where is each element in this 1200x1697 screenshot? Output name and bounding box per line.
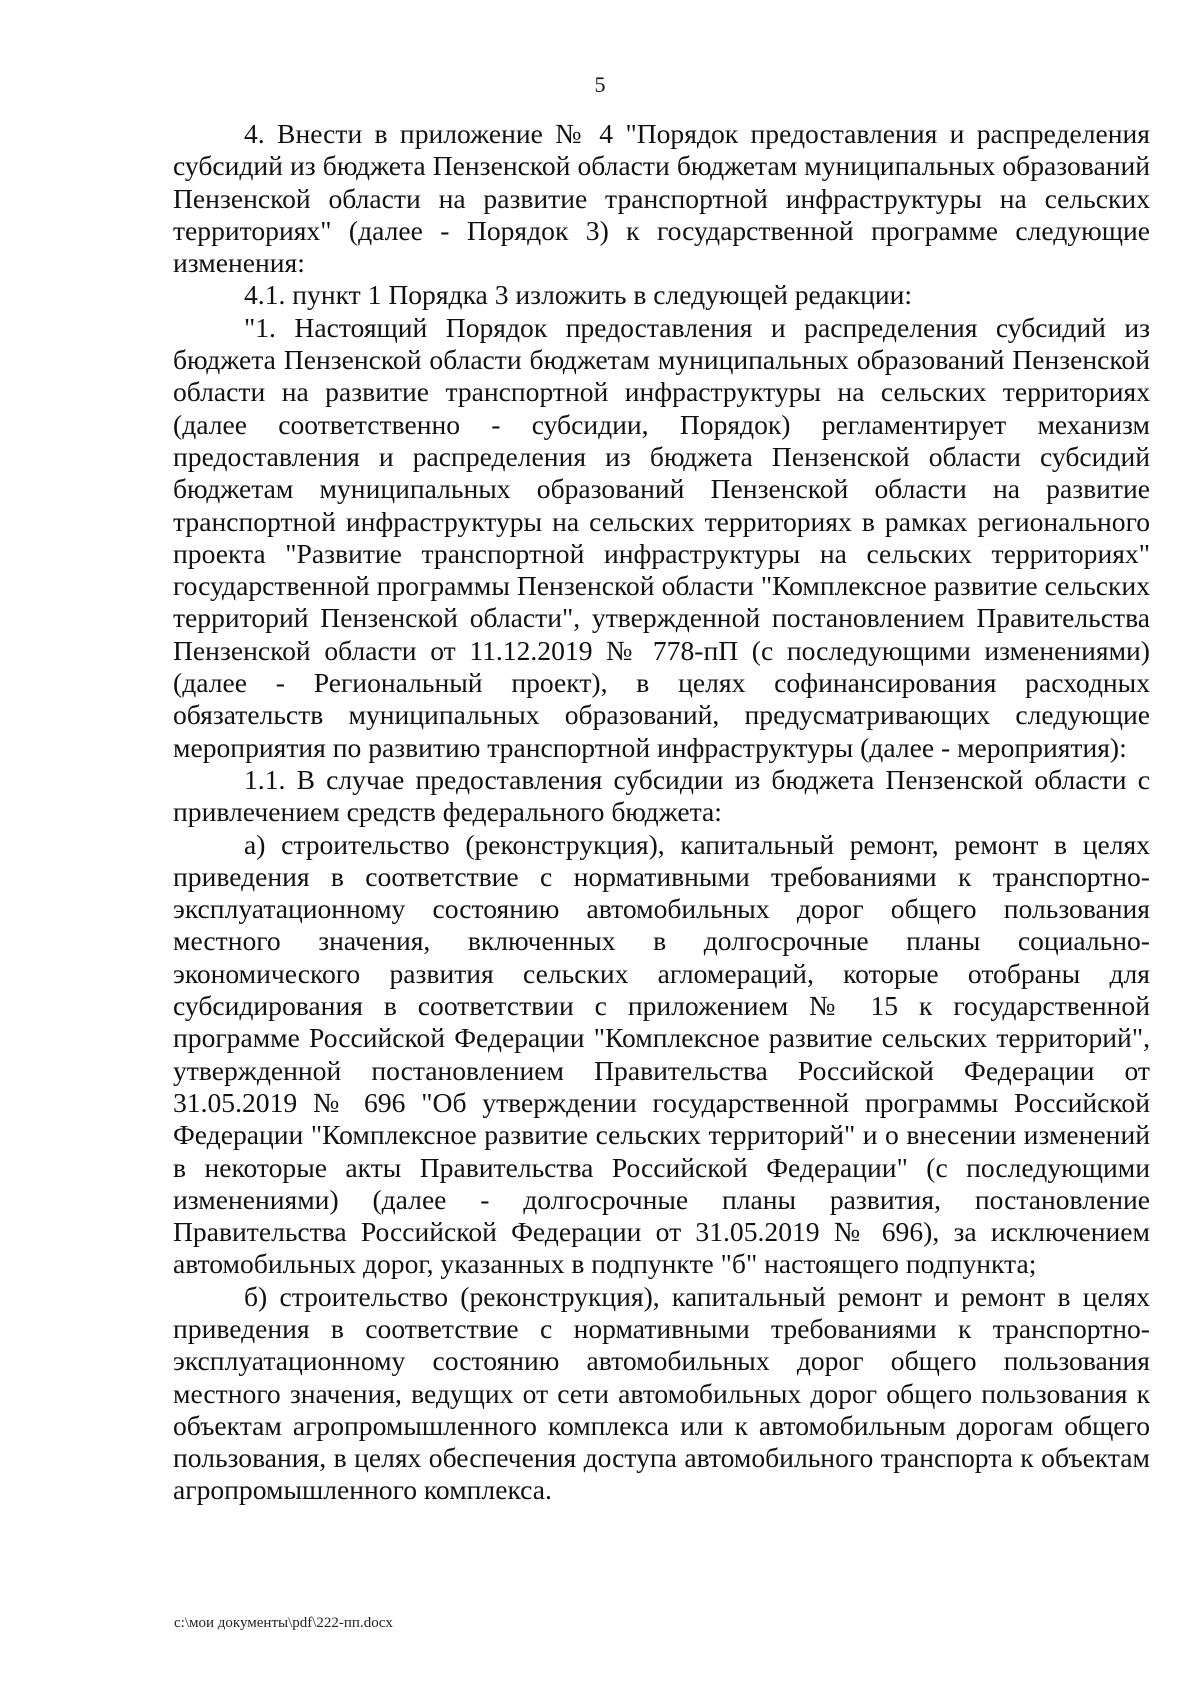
page-number: 5 bbox=[594, 72, 606, 97]
document-body bbox=[173, 118, 1150, 1507]
paragraph-clause-1-1: 1.1. В случае предоставления субсидии из бюджета Пензенской области с привлечением средств федерального бюджета: bbox=[173, 763, 1150, 828]
paragraph-item-4-1: 4.1. пункт 1 Порядка 3 изложить в следующей редакции: bbox=[244, 279, 913, 311]
footer-file-path: c:\мои документы\pdf\222-пп.docx bbox=[174, 1615, 393, 1631]
paragraph-item-4: 4. Внести в приложение № 4 "Порядок предоставления и распределения субсидий из бюджета Пензенской области бюджетам муниципальных образований Пензенской области на развитие транспортной инфраструктуры на сельских территориях" (далее - Порядок 3) к государственной программе следующие изменения: bbox=[173, 118, 1150, 279]
paragraph-subitem-b: б) строительство (реконструкция), капитальный ремонт и ремонт в целях приведения в соответствие с нормативными требованиями к транспортно-эксплуатационному состоянию автомобильных дорог общего пользования местного значения, ведущих от сети автомобильных дорог общего пользования к объектам агропромышленного комплекса или к автомобильным дорогам общего пользования, в целях обеспечения доступа автомобильного транспорта к объектам агропромышленного комплекса. bbox=[173, 1280, 1150, 1506]
paragraph-subitem-a: а) строительство (реконструкция), капитальный ремонт, ремонт в целях приведения в соответствие с нормативными требованиями к транспортно-эксплуатационному состоянию автомобильных дорог общего пользования местного значения, включенных в долгосрочные планы социально-экономического развития сельских агломераций, которые отобраны для субсидирования в соответствии с приложением № 15 к государственной программе Российской Федерации "Комплексное развитие сельских территорий", утвержденной постановлением Правительства Российской Федерации от 31.05.2019 № 696 "Об утверждении государственной программы Российской Федерации "Комплексное развитие сельских территорий" и о внесении изменений в некоторые акты Правительства Российской Федерации" (с последующими изменениями) (далее - долгосрочные планы развития, постановление Правительства Российской Федерации от 31.05.2019 № 696), за исключением автомобильных дорог, указанных в подпункте "б" настоящего подпункта; bbox=[173, 828, 1150, 1280]
paragraph-clause-1: "1. Настоящий Порядок предоставления и распределения субсидий из бюджета Пензенской области бюджетам муниципальных образований Пензенской области на развитие транспортной инфраструктуры на сельских территориях (далее соответственно - субсидии, Порядок) регламентирует механизм предоставления и распределения из бюджета Пензенской области субсидий бюджетам муниципальных образований Пензенской области на развитие транспортной инфраструктуры на сельских территориях в рамках регионального проекта "Развитие транспортной инфраструктуры на сельских территориях" государственной программы Пензенской области "Комплексное развитие сельских территорий Пензенской области", утвержденной постановлением Правительства Пензенской области от 11.12.2019 № 778-пП (с последующими изменениями) (далее - Региональный проект), в целях софинансирования расходных обязательств муниципальных образований, предусматривающих следующие мероприятия по развитию транспортной инфраструктуры (далее - мероприятия): bbox=[173, 311, 1150, 763]
